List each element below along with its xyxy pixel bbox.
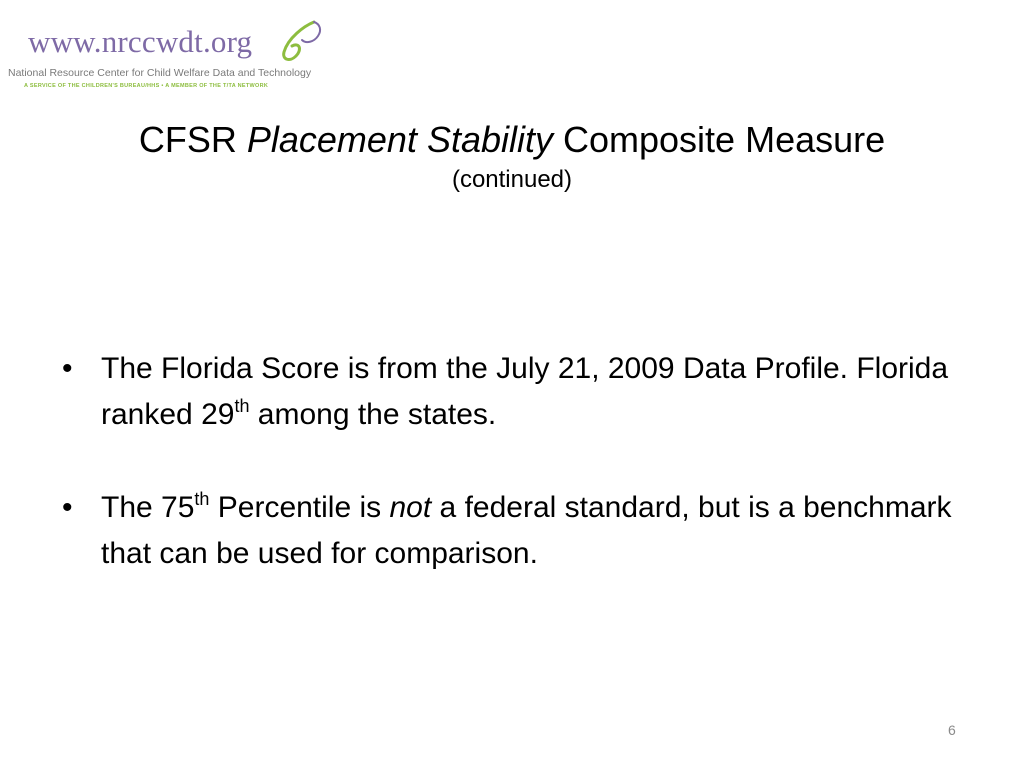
bullet-emphasis: not <box>389 491 432 524</box>
title-suffix: Composite Measure <box>553 119 886 160</box>
bullet-text: The 75 <box>101 491 195 524</box>
ordinal-suffix: th <box>234 396 250 416</box>
bullet-marker: • <box>62 352 73 385</box>
bullet-text: a federal standard, but is a benchmark that can be used for comparison. <box>101 491 952 570</box>
slide-title-block <box>0 118 1024 196</box>
bullet-text: Percentile is <box>209 491 390 524</box>
bullet-text: among the states. <box>249 398 497 431</box>
bullet-item <box>62 346 982 438</box>
slide-title <box>0 118 1024 162</box>
bullet-marker: • <box>62 491 73 524</box>
title-italic: Placement Stability <box>246 119 553 160</box>
bullet-list <box>62 346 982 624</box>
logo-swoosh-icon <box>274 18 328 66</box>
logo-service-line: A SERVICE OF THE CHILDREN'S BUREAU/HHS • A MEMBER OF THE T/TA NETWORK <box>24 83 269 89</box>
title-prefix: CFSR <box>138 119 247 160</box>
ordinal-suffix: th <box>194 489 210 509</box>
bullet-text: The Florida Score is from the July 21, 2009 Data Profile. Florida ranked 29 <box>101 352 949 431</box>
logo-url-text: www.nrccwdt.org <box>28 24 253 59</box>
bullet-item <box>62 485 982 577</box>
page-number: 6 <box>948 722 956 738</box>
logo-tagline: National Resource Center for Child Welfare Data and Technology <box>8 67 312 79</box>
slide-subtitle: (continued) <box>451 166 573 193</box>
nrccwdt-logo <box>6 14 326 94</box>
